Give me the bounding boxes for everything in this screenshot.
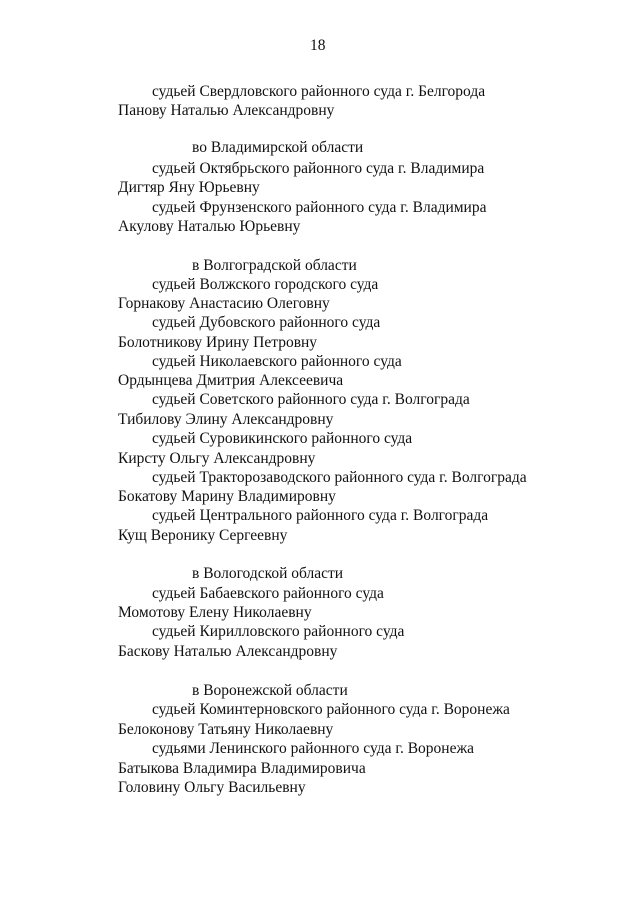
region-heading: во Владимирской области	[192, 139, 364, 156]
text-line: судьей Бабаевского районного суда	[152, 585, 384, 602]
text-line: судьей Октябрьского районного суда г. Владимира	[152, 160, 485, 177]
text-line: Момотову Елену Николаевну	[118, 604, 312, 621]
text-line: Кирсту Ольгу Александровну	[118, 450, 316, 467]
page-number: 18	[310, 37, 326, 54]
text-line: судьей Тракторозаводского районного суда г. Волгограда	[152, 469, 527, 486]
text-line: судьей Волжского городского суда	[152, 276, 379, 293]
region-heading: в Воронежской области	[192, 682, 348, 699]
text-line: Тибилову Элину Александровну	[118, 411, 334, 428]
text-line: судьей Коминтерновского районного суда г. Воронежа	[152, 701, 510, 718]
text-line: Болотникову Ирину Петровну	[118, 334, 318, 351]
region-heading: в Вологодской области	[192, 565, 344, 582]
text-line: Батыкова Владимира Владимировича	[118, 760, 366, 777]
text-line: Кущ Веронику Сергеевну	[118, 527, 288, 544]
region-heading: в Волгоградской области	[192, 257, 357, 274]
text-line: Головину Ольгу Васильевну	[118, 779, 306, 796]
text-line: Баскову Наталью Александровну	[118, 643, 338, 660]
text-line: судьей Советского районного суда г. Волгограда	[152, 391, 470, 408]
text-line: судьями Ленинского районного суда г. Воронежа	[152, 740, 475, 757]
text-line: судьей Дубовского районного суда	[152, 314, 381, 331]
text-line: Акулову Наталью Юрьевну	[118, 218, 301, 235]
text-line: судьей Николаевского районного суда	[152, 353, 402, 370]
text-line: судьей Центрального районного суда г. Волгограда	[152, 507, 489, 524]
text-line: Бокатову Марину Владимировну	[118, 488, 336, 505]
text-line: судьей Суровикинского районного суда	[152, 430, 413, 447]
text-line: Ордынцева Дмитрия Алексеевича	[118, 372, 344, 389]
text-line: Белоконову Татьяну Николаевну	[118, 721, 334, 738]
text-line: судьей Фрунзенского районного суда г. Владимира	[152, 199, 487, 216]
text-line: Панову Наталью Александровну	[118, 102, 335, 119]
text-line: судьей Свердловского районного суда г. Белгорода	[152, 83, 486, 100]
text-line: Дигтяр Яну Юрьевну	[118, 179, 260, 196]
text-line: судьей Кирилловского районного суда	[152, 623, 405, 640]
text-line: Горнакову Анастасию Олеговну	[118, 295, 330, 312]
